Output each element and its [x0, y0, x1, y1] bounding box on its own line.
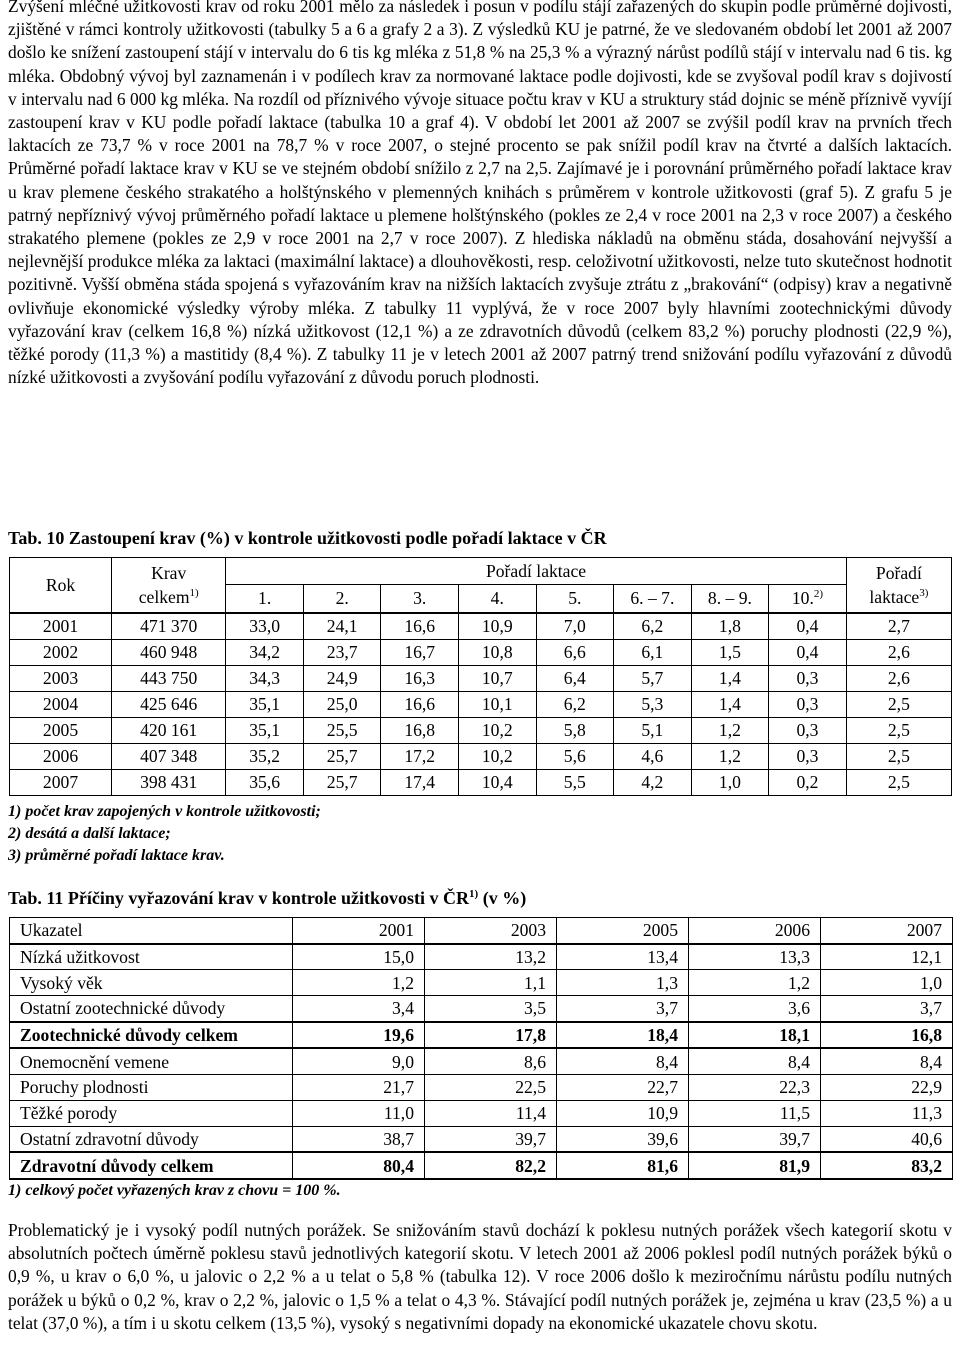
table-cell: 16,6	[381, 613, 459, 640]
col-header: 2003	[425, 918, 557, 944]
table-cell: 16,8	[821, 1022, 953, 1049]
table-cell: 33,0	[226, 613, 304, 640]
table-row	[10, 770, 952, 796]
table-cell: 39,7	[425, 1126, 557, 1152]
table-row	[10, 640, 952, 666]
table-cell: 9,0	[293, 1048, 425, 1074]
table-cell: 471 370	[112, 613, 226, 640]
closing-paragraph: Problematický je i vysoký podíl nutných porážek. Se snižováním stavů dochází k poklesu nutných porážek všech kategorií skotu v absolutních počtech úměrně poklesu stavů jednotlivých kategorií skotu. V letech 2001 až 2006 poklesl podíl nutných porážek býků o 0,9 %, u krav o 6,0 %, u jalovic o 2,2 % a u telat o 5,8 % (tabulka 12). V roce 2006 došlo k meziročnímu nárůstu podílu nutných porážek u býků o 0,2 %, krav o 2,2 %, jalovic o 1,5 % a telat o 4,3 %. Stávající podíl nutných porážek je, zejména u krav (23,5 %) a u telat (37,0 %), a tím i u skotu celkem (13,5 %), vysoký s negativními dopady na ekonomické ukazatele chovu skotu.	[8, 1220, 952, 1333]
table10	[9, 557, 952, 796]
table-cell: 22,5	[425, 1075, 557, 1101]
table-cell: 0,3	[769, 666, 847, 692]
table-cell: 0,3	[769, 692, 847, 718]
table-cell: 1,0	[691, 770, 769, 796]
table-cell: 2,6	[846, 666, 951, 692]
col-header-lactation	[536, 585, 614, 614]
table11-caption-sup: 1)	[469, 888, 479, 900]
table-row	[10, 744, 952, 770]
table-cell: 8,4	[689, 1048, 821, 1074]
table-cell: 24,1	[303, 613, 381, 640]
table-cell: 2001	[10, 613, 112, 640]
table-cell: 13,3	[689, 944, 821, 970]
table10-note: 3) průměrné pořadí laktace krav.	[8, 847, 225, 864]
table-cell: 2,5	[846, 692, 951, 718]
table-cell: 6,1	[614, 640, 692, 666]
col-header-lactation	[226, 585, 304, 614]
table-cell: 5,1	[614, 718, 692, 744]
table-cell: 1,3	[557, 970, 689, 996]
krav-line2: celkem	[138, 587, 190, 607]
table-cell: 25,7	[303, 744, 381, 770]
table-cell: 11,3	[821, 1100, 953, 1126]
table10-note: 2) desátá a další laktace;	[8, 825, 171, 842]
lactation-label: 4.	[490, 588, 504, 608]
table-cell: 3,4	[293, 996, 425, 1022]
row-label: Vysoký věk	[10, 970, 293, 996]
table-cell: 398 431	[112, 770, 226, 796]
col-header-lactation	[303, 585, 381, 614]
table-cell: 8,6	[425, 1048, 557, 1074]
col-header: 2006	[689, 918, 821, 944]
table-cell: 34,2	[226, 640, 304, 666]
lactation-label: 6. – 7.	[630, 588, 675, 608]
table-cell: 39,6	[557, 1126, 689, 1152]
table-row	[10, 1126, 953, 1152]
table-row	[10, 666, 952, 692]
table-cell: 1,8	[691, 613, 769, 640]
table-cell: 24,9	[303, 666, 381, 692]
table-cell: 82,2	[425, 1152, 557, 1179]
col-header-lactation	[458, 585, 536, 614]
row-label: Ostatní zootechnické důvody	[10, 996, 293, 1022]
table-row	[10, 1152, 953, 1179]
table-cell: 1,5	[691, 640, 769, 666]
table-cell: 2,5	[846, 744, 951, 770]
table-cell: 420 161	[112, 718, 226, 744]
table-cell: 81,6	[557, 1152, 689, 1179]
lactation-label: 5.	[568, 588, 582, 608]
table-cell: 11,4	[425, 1100, 557, 1126]
table-row	[10, 996, 953, 1022]
lactation-label: 2.	[335, 588, 349, 608]
table-cell: 10,2	[458, 718, 536, 744]
table-cell: 3,7	[821, 996, 953, 1022]
table-cell: 6,6	[536, 640, 614, 666]
table-row	[10, 944, 953, 970]
table-cell: 13,2	[425, 944, 557, 970]
table10-notes	[8, 801, 321, 867]
table10-caption: Tab. 10 Zastoupení krav (%) v kontrole užitkovosti podle pořadí laktace v ČR	[8, 528, 607, 548]
table-cell: 10,9	[557, 1100, 689, 1126]
table-cell: 407 348	[112, 744, 226, 770]
table-cell: 11,0	[293, 1100, 425, 1126]
table-cell: 1,0	[821, 970, 953, 996]
table-cell: 3,6	[689, 996, 821, 1022]
lactation-label: 1.	[258, 588, 272, 608]
table-cell: 17,2	[381, 744, 459, 770]
table-cell: 460 948	[112, 640, 226, 666]
lactation-label: 10.	[791, 588, 814, 608]
table-cell: 80,4	[293, 1152, 425, 1179]
poradi-line2: laktace	[869, 587, 920, 607]
table-cell: 16,8	[381, 718, 459, 744]
table-cell: 40,6	[821, 1126, 953, 1152]
table-cell: 13,4	[557, 944, 689, 970]
row-label: Zdravotní důvody celkem	[10, 1152, 293, 1179]
col-header-lactation	[769, 585, 847, 614]
lactation-label: 8. – 9.	[707, 588, 752, 608]
poradi-line1: Pořadí	[875, 563, 922, 583]
table-cell: 4,6	[614, 744, 692, 770]
table-cell: 3,7	[557, 996, 689, 1022]
table-cell: 425 646	[112, 692, 226, 718]
table-row	[10, 613, 952, 640]
table-cell: 2,5	[846, 770, 951, 796]
table-cell: 1,2	[691, 718, 769, 744]
table11-caption-tail: (v %)	[478, 888, 527, 908]
table-cell: 38,7	[293, 1126, 425, 1152]
table-cell: 5,7	[614, 666, 692, 692]
table-cell: 12,1	[821, 944, 953, 970]
table-cell: 5,3	[614, 692, 692, 718]
table-cell: 18,1	[689, 1022, 821, 1049]
table-cell: 35,6	[226, 770, 304, 796]
col-header: 2001	[293, 918, 425, 944]
table-row	[10, 718, 952, 744]
table11-caption-text: Tab. 11 Příčiny vyřazování krav v kontrole užitkovosti v ČR	[8, 888, 470, 908]
intro-paragraph: Zvýšení mléčné užitkovosti krav od roku 2001 mělo za následek i posun v podílu stájí zařazených do skupin podle průměrné dojivosti, zjištěné v rámci kontroly užitkovosti (tabulky 5 a 6 a grafy 2 a 3). Z výsledků KU je patrné, že ve sledovaném období let 2001 až 2007 došlo ke snížení zastoupení stájí v intervalu do 6 tis kg mléka z 51,8 % na 25,3 % a výrazný nárůst podílů stájí v intervalu nad 6 tis. kg mléka. Obdobný vývoj byl zaznamenán i v podílech krav za normované laktace podle dojivosti, kde se zvyšoval podíl krav s dojivostí v intervalu nad 6 000 kg mléka. Na rozdíl od příznivého vývoje situace počtu krav v KU a struktury stád dojnic se méně příznivě vyvíjí zastoupení krav v KU podle pořadí laktace (tabulka 10 a graf 4). V období let 2001 až 2007 se zvýšil podíl krav na prvních třech laktacích ze 73,7 % v roce 2001 na 78,7 % v roce 2007, o stejné procento se pak snížil podíl krav na čtvrté a dalších laktacích. Průměrné pořadí laktace krav v KU se ve stejném období snížilo z 2,7 na 2,5. Zajímavé je i porovnání průměrného pořadí laktace krav u krav plemene českého strakatého a holštýnského v plemenných knihách s průměrem v kontrole užitkovosti (graf 5). Z grafu 5 je patrný nepříznivý vývoj průměrného pořadí laktace u plemene holštýnského (pokles ze 2,4 v roce 2001 na 2,3 v roce 2007) a českého strakatého plemene (pokles ze 2,9 v roce 2001 na 2,7 v roce 2007). Z hlediska nákladů na obměnu stáda, dosahování nejvyšší a nejlevnější produkce mléka za laktaci (maximální laktace) a dlouhověkosti, resp. celoživotní užitkovosti, nelze tuto skutečnost hodnotit pozitivně. Vyšší obměna stáda spojená s vyřazováním krav na nižších laktacích zvyšuje ztrátu z „brakování“ (odpisy) krav a negativně ovlivňuje ekonomické výsledky výroby mléka. Z tabulky 11 vyplývá, že v roce 2007 byly hlavními zootechnickými důvody vyřazování krav (celkem 16,8 %) nízká užitkovost (12,1 %) a ze zdravotních důvodů (celkem 83,2 %) poruchy plodnosti (22,9 %), těžké porody (11,3 %) a mastitidy (8,4 %). Z tabulky 11 je v letech 2001 až 2007 patrný trend snižování podílu vyřazování z důvodů nízké užitkovosti a zvyšování podílu vyřazování z důvodu poruch plodnosti.	[8, 0, 952, 388]
col-header-poradi-laktace-group: Pořadí laktace	[226, 558, 846, 585]
table-cell: 10,4	[458, 770, 536, 796]
table-cell: 2,7	[846, 613, 951, 640]
table-cell: 22,3	[689, 1075, 821, 1101]
table-cell: 1,1	[425, 970, 557, 996]
lactation-last-sup: 2)	[813, 588, 824, 600]
table-row	[10, 1022, 953, 1049]
table-cell: 2007	[10, 770, 112, 796]
table-cell: 5,6	[536, 744, 614, 770]
table-cell: 21,7	[293, 1075, 425, 1101]
col-header-rok: Rok	[10, 558, 112, 614]
table-cell: 6,2	[536, 692, 614, 718]
col-header-lactation	[691, 585, 769, 614]
col-header-krav-celkem	[112, 558, 226, 614]
table11-header-row	[10, 918, 953, 944]
col-header: 2005	[557, 918, 689, 944]
table-cell: 16,3	[381, 666, 459, 692]
table-cell: 6,4	[536, 666, 614, 692]
table-cell: 0,4	[769, 613, 847, 640]
lactation-label: 3.	[413, 588, 427, 608]
col-header-lactation	[381, 585, 459, 614]
table-cell: 443 750	[112, 666, 226, 692]
table-cell: 10,2	[458, 744, 536, 770]
table-cell: 5,8	[536, 718, 614, 744]
row-label: Zootechnické důvody celkem	[10, 1022, 293, 1049]
table-cell: 16,6	[381, 692, 459, 718]
table-cell: 2,6	[846, 640, 951, 666]
table-row	[10, 1048, 953, 1074]
table11-note: 1) celkový počet vyřazených krav z chovu = 100 %.	[8, 1182, 341, 1199]
krav-sup: 1)	[189, 587, 199, 599]
table-row	[10, 1100, 953, 1126]
row-label: Ostatní zdravotní důvody	[10, 1126, 293, 1152]
table-cell: 39,7	[689, 1126, 821, 1152]
table-cell: 2002	[10, 640, 112, 666]
table-cell: 16,7	[381, 640, 459, 666]
col-header: 2007	[821, 918, 953, 944]
table-cell: 2004	[10, 692, 112, 718]
table-cell: 22,7	[557, 1075, 689, 1101]
table-cell: 1,2	[691, 744, 769, 770]
table-cell: 2006	[10, 744, 112, 770]
row-label: Onemocnění vemene	[10, 1048, 293, 1074]
table-cell: 5,5	[536, 770, 614, 796]
table-cell: 35,1	[226, 692, 304, 718]
table-cell: 34,3	[226, 666, 304, 692]
table-cell: 35,1	[226, 718, 304, 744]
table-cell: 10,8	[458, 640, 536, 666]
table-cell: 7,0	[536, 613, 614, 640]
table-cell: 1,2	[293, 970, 425, 996]
table-cell: 17,4	[381, 770, 459, 796]
col-header: Ukazatel	[10, 918, 293, 944]
table-cell: 18,4	[557, 1022, 689, 1049]
table-cell: 25,7	[303, 770, 381, 796]
table-cell: 0,3	[769, 744, 847, 770]
krav-line1: Krav	[151, 563, 187, 583]
table-cell: 0,3	[769, 718, 847, 744]
table-cell: 10,9	[458, 613, 536, 640]
table10-note: 1) počet krav zapojených v kontrole užitkovosti;	[8, 803, 321, 820]
table-cell: 8,4	[821, 1048, 953, 1074]
table-row	[10, 970, 953, 996]
table-row	[10, 1075, 953, 1101]
table-cell: 4,2	[614, 770, 692, 796]
table-cell: 11,5	[689, 1100, 821, 1126]
table-cell: 25,0	[303, 692, 381, 718]
table-cell: 19,6	[293, 1022, 425, 1049]
table-cell: 1,4	[691, 692, 769, 718]
table-cell: 1,4	[691, 666, 769, 692]
table-cell: 0,2	[769, 770, 847, 796]
table-cell: 17,8	[425, 1022, 557, 1049]
table-cell: 81,9	[689, 1152, 821, 1179]
table-cell: 10,1	[458, 692, 536, 718]
table-cell: 23,7	[303, 640, 381, 666]
table-cell: 0,4	[769, 640, 847, 666]
table-cell: 1,2	[689, 970, 821, 996]
table-cell: 3,5	[425, 996, 557, 1022]
poradi-sup: 3)	[919, 587, 929, 599]
table-cell: 22,9	[821, 1075, 953, 1101]
table-cell: 35,2	[226, 744, 304, 770]
table-cell: 2003	[10, 666, 112, 692]
table11	[9, 917, 953, 1180]
table-cell: 2,5	[846, 718, 951, 744]
col-header-lactation	[614, 585, 692, 614]
col-header-prumerne-poradi	[846, 558, 951, 614]
table-cell: 6,2	[614, 613, 692, 640]
row-label: Těžké porody	[10, 1100, 293, 1126]
table-cell: 2005	[10, 718, 112, 744]
table11-caption	[8, 887, 526, 909]
table-cell: 25,5	[303, 718, 381, 744]
table-cell: 10,7	[458, 666, 536, 692]
row-label: Poruchy plodnosti	[10, 1075, 293, 1101]
table-cell: 83,2	[821, 1152, 953, 1179]
row-label: Nízká užitkovost	[10, 944, 293, 970]
table-cell: 15,0	[293, 944, 425, 970]
table-row	[10, 692, 952, 718]
table-cell: 8,4	[557, 1048, 689, 1074]
